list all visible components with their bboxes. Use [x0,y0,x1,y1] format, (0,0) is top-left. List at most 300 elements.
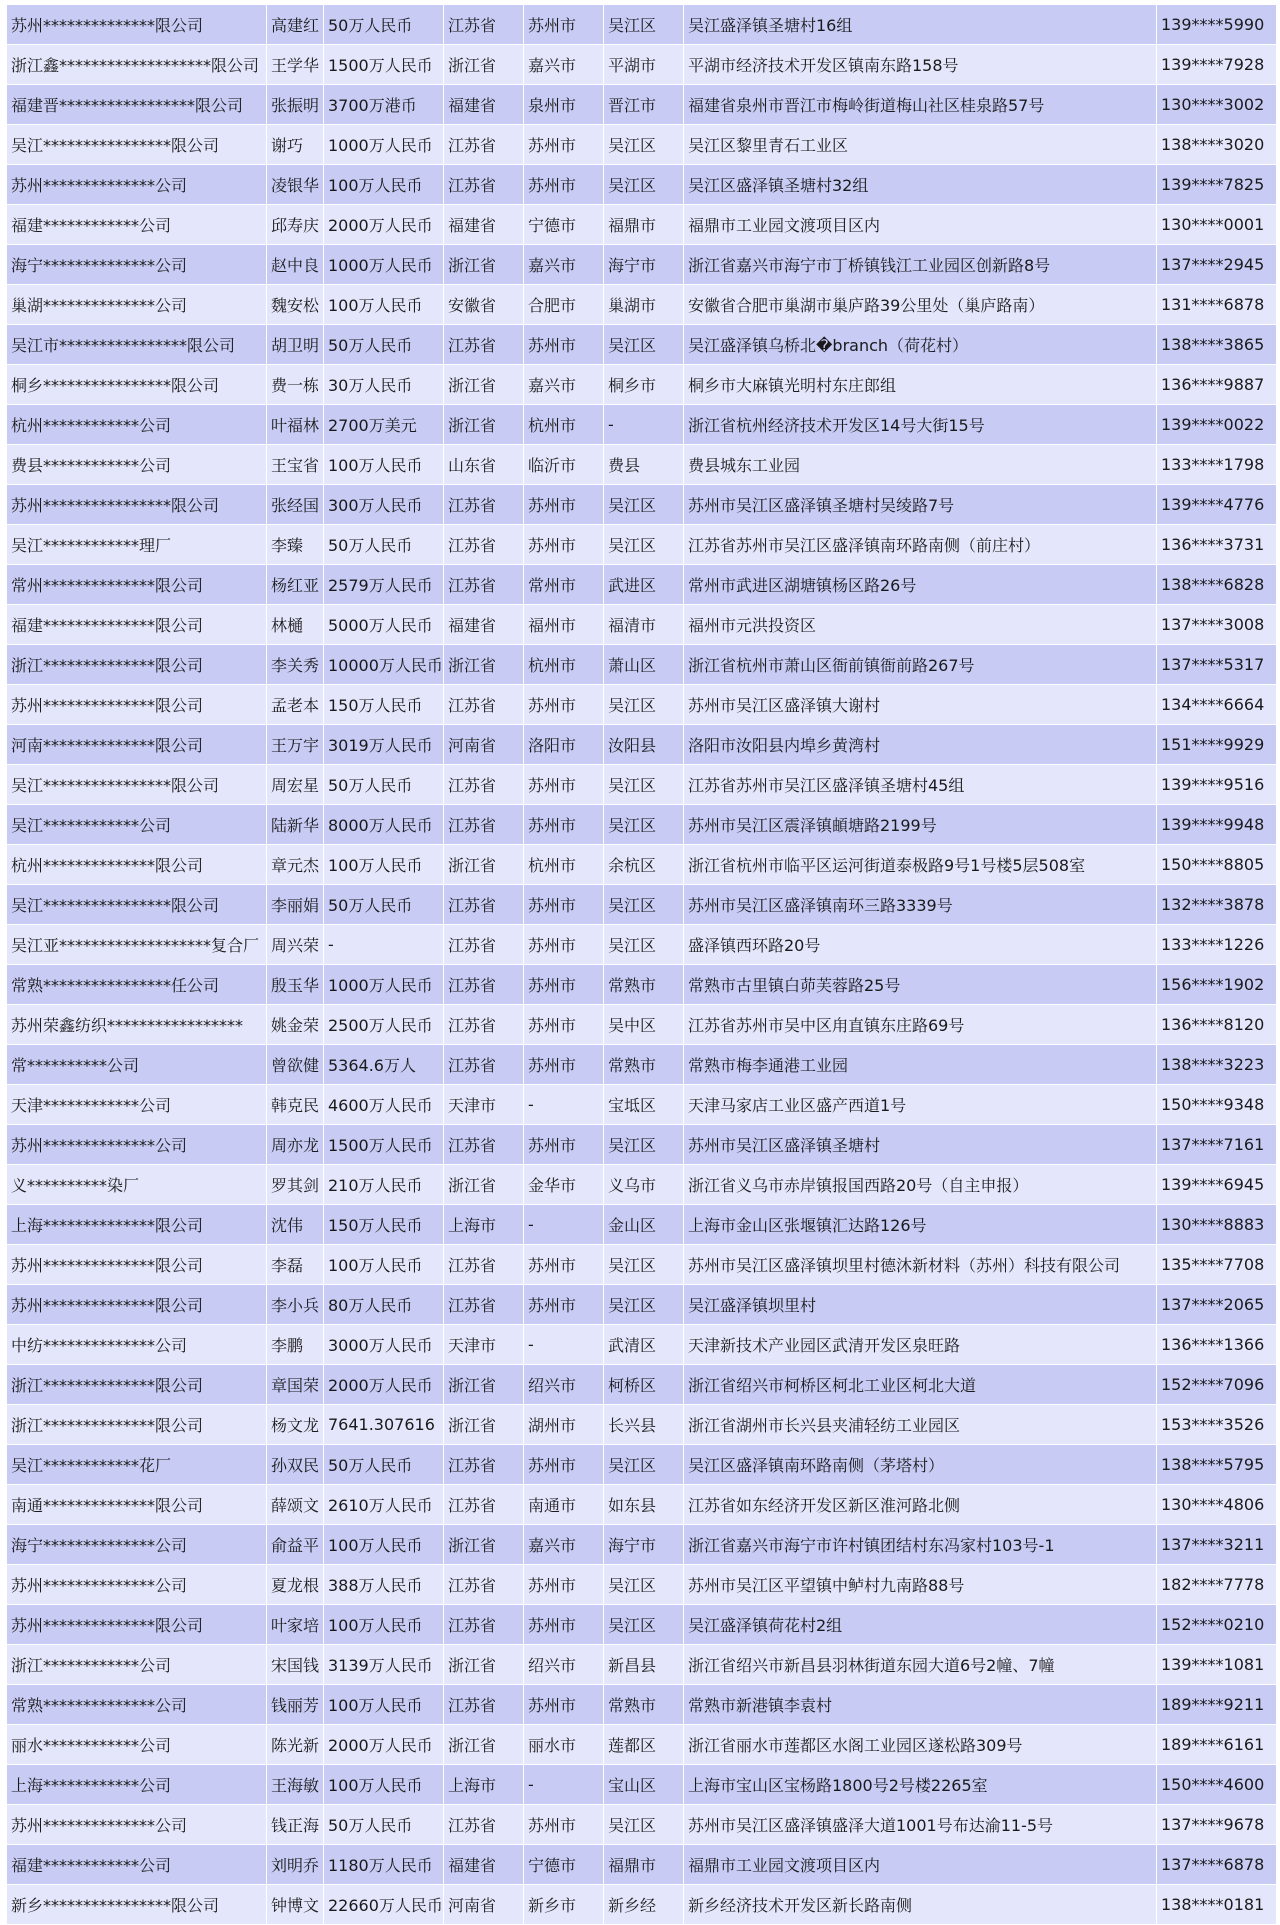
company-name-cell: 吴江****************限公司 [7,125,267,165]
district-cell: 吴江区 [604,1605,684,1645]
registered-capital-cell: - [324,925,444,965]
phone-cell: 130****8883 [1157,1205,1277,1245]
province-cell: 江苏省 [444,485,524,525]
registered-capital-cell: 3700万港币 [324,85,444,125]
address-cell: 浙江省嘉兴市海宁市丁桥镇钱江工业园区创新路8号 [684,245,1157,285]
province-cell: 山东省 [444,445,524,485]
registered-capital-cell: 100万人民币 [324,1245,444,1285]
table-row [7,405,1277,445]
table-row [7,885,1277,925]
district-cell: 余杭区 [604,845,684,885]
company-name-cell: 天津************公司 [7,1085,267,1125]
table-row [7,1485,1277,1525]
address-cell: 苏州市吴江区盛泽镇圣塘村 [684,1125,1157,1165]
city-cell: 杭州市 [524,645,604,685]
company-name-cell: 苏州**************公司 [7,1805,267,1845]
registered-capital-cell: 50万人民币 [324,5,444,45]
registered-capital-cell: 50万人民币 [324,525,444,565]
contact-name-cell: 叶福林 [267,405,324,445]
province-cell: 江苏省 [444,165,524,205]
company-name-cell: 浙江************公司 [7,1645,267,1685]
phone-cell: 151****9929 [1157,725,1277,765]
company-name-cell: 苏州**************限公司 [7,685,267,725]
phone-cell: 137****9678 [1157,1805,1277,1845]
registered-capital-cell: 10000万人民币 [324,645,444,685]
city-cell: 宁德市 [524,1845,604,1885]
district-cell: 吴江区 [604,1445,684,1485]
city-cell: 湖州市 [524,1405,604,1445]
table-row [7,525,1277,565]
contact-name-cell: 王万宇 [267,725,324,765]
address-cell: 常熟市古里镇白茆芙蓉路25号 [684,965,1157,1005]
province-cell: 江苏省 [444,965,524,1005]
company-name-cell: 吴江市****************限公司 [7,325,267,365]
address-cell: 浙江省绍兴市新昌县羽林街道东园大道6号2幢、7幢 [684,1645,1157,1685]
phone-cell: 132****3878 [1157,885,1277,925]
province-cell: 江苏省 [444,5,524,45]
contact-name-cell: 王学华 [267,45,324,85]
registered-capital-cell: 30万人民币 [324,365,444,405]
address-cell: 江苏省苏州市吴江区盛泽镇南环路南侧（前庄村） [684,525,1157,565]
city-cell: 苏州市 [524,965,604,1005]
contact-name-cell: 曾欲健 [267,1045,324,1085]
address-cell: 苏州市吴江区平望镇中鲈村九南路88号 [684,1565,1157,1605]
address-cell: 吴江区盛泽镇圣塘村32组 [684,165,1157,205]
company-name-cell: 苏州**************公司 [7,1565,267,1605]
phone-cell: 133****1798 [1157,445,1277,485]
city-cell: 宁德市 [524,205,604,245]
table-row [7,1565,1277,1605]
contact-name-cell: 钱丽芳 [267,1685,324,1725]
phone-cell: 189****6161 [1157,1725,1277,1765]
registered-capital-cell: 50万人民币 [324,885,444,925]
district-cell: 海宁市 [604,245,684,285]
phone-cell: 150****4600 [1157,1765,1277,1805]
registered-capital-cell: 3000万人民币 [324,1325,444,1365]
phone-cell: 139****6945 [1157,1165,1277,1205]
province-cell: 江苏省 [444,1045,524,1085]
table-row [7,45,1277,85]
company-name-cell: 上海**************限公司 [7,1205,267,1245]
contact-name-cell: 张经国 [267,485,324,525]
table-row [7,1285,1277,1325]
contact-name-cell: 陈光新 [267,1725,324,1765]
contact-name-cell: 胡卫明 [267,325,324,365]
province-cell: 浙江省 [444,365,524,405]
table-row [7,1205,1277,1245]
phone-cell: 139****9948 [1157,805,1277,845]
registered-capital-cell: 50万人民币 [324,1445,444,1485]
city-cell: 苏州市 [524,1005,604,1045]
district-cell: 晋江市 [604,85,684,125]
province-cell: 江苏省 [444,565,524,605]
city-cell: 洛阳市 [524,725,604,765]
company-name-cell: 杭州**************限公司 [7,845,267,885]
district-cell: 武清区 [604,1325,684,1365]
city-cell: 苏州市 [524,685,604,725]
city-cell: 苏州市 [524,525,604,565]
table-row [7,1245,1277,1285]
province-cell: 江苏省 [444,1125,524,1165]
contact-name-cell: 周亦龙 [267,1125,324,1165]
contact-name-cell: 陆新华 [267,805,324,845]
company-name-cell: 福建**************限公司 [7,605,267,645]
registered-capital-cell: 210万人民币 [324,1165,444,1205]
registered-capital-cell: 2500万人民币 [324,1005,444,1045]
table-row [7,1325,1277,1365]
registered-capital-cell: 100万人民币 [324,285,444,325]
city-cell: 苏州市 [524,1565,604,1605]
company-name-cell: 丽水************公司 [7,1725,267,1765]
contact-name-cell: 沈伟 [267,1205,324,1245]
table-body [7,5,1277,1925]
company-name-cell: 新乡****************限公司 [7,1885,267,1925]
table-row [7,685,1277,725]
province-cell: 福建省 [444,1845,524,1885]
city-cell: 泉州市 [524,85,604,125]
contact-name-cell: 李鹏 [267,1325,324,1365]
city-cell: 常州市 [524,565,604,605]
address-cell: 江苏省苏州市吴中区甪直镇东庄路69号 [684,1005,1157,1045]
company-name-cell: 苏州荣鑫纺织***************** [7,1005,267,1045]
city-cell: 苏州市 [524,1445,604,1485]
phone-cell: 136****3731 [1157,525,1277,565]
table-row [7,1045,1277,1085]
registered-capital-cell: 1500万人民币 [324,45,444,85]
phone-cell: 153****3526 [1157,1405,1277,1445]
city-cell: - [524,1085,604,1125]
phone-cell: 137****2065 [1157,1285,1277,1325]
registered-capital-cell: 4600万人民币 [324,1085,444,1125]
table-row [7,645,1277,685]
district-cell: 常熟市 [604,1685,684,1725]
company-name-cell: 巢湖**************公司 [7,285,267,325]
registered-capital-cell: 100万人民币 [324,1765,444,1805]
province-cell: 浙江省 [444,1725,524,1765]
contact-name-cell: 宋国钱 [267,1645,324,1685]
contact-name-cell: 李丽娟 [267,885,324,925]
phone-cell: 156****1902 [1157,965,1277,1005]
company-name-cell: 苏州**************公司 [7,165,267,205]
table-row [7,285,1277,325]
phone-cell: 130****4806 [1157,1485,1277,1525]
city-cell: 苏州市 [524,1045,604,1085]
province-cell: 江苏省 [444,1685,524,1725]
district-cell: - [604,405,684,445]
company-name-cell: 苏州**************限公司 [7,1245,267,1285]
city-cell: 新乡市 [524,1885,604,1925]
contact-name-cell: 凌银华 [267,165,324,205]
company-name-cell: 浙江**************限公司 [7,1405,267,1445]
province-cell: 天津市 [444,1085,524,1125]
phone-cell: 136****8120 [1157,1005,1277,1045]
contact-name-cell: 魏安松 [267,285,324,325]
contact-name-cell: 韩克民 [267,1085,324,1125]
district-cell: 金山区 [604,1205,684,1245]
district-cell: 吴江区 [604,765,684,805]
registered-capital-cell: 1000万人民币 [324,125,444,165]
address-cell: 浙江省杭州市萧山区衙前镇衙前路267号 [684,645,1157,685]
city-cell: 苏州市 [524,805,604,845]
district-cell: 吴江区 [604,325,684,365]
district-cell: 吴江区 [604,125,684,165]
city-cell: 嘉兴市 [524,1525,604,1565]
phone-cell: 139****0022 [1157,405,1277,445]
address-cell: 苏州市吴江区盛泽镇大谢村 [684,685,1157,725]
province-cell: 浙江省 [444,405,524,445]
phone-cell: 136****1366 [1157,1325,1277,1365]
contact-name-cell: 章国荣 [267,1365,324,1405]
contact-name-cell: 李关秀 [267,645,324,685]
table-row [7,805,1277,845]
table-row [7,565,1277,605]
city-cell: 苏州市 [524,1125,604,1165]
phone-cell: 138****0181 [1157,1885,1277,1925]
district-cell: 福清市 [604,605,684,645]
table-row [7,365,1277,405]
province-cell: 江苏省 [444,805,524,845]
phone-cell: 137****3008 [1157,605,1277,645]
table-row [7,1525,1277,1565]
registered-capital-cell: 150万人民币 [324,1205,444,1245]
district-cell: 吴江区 [604,1285,684,1325]
phone-cell: 139****4776 [1157,485,1277,525]
city-cell: 苏州市 [524,165,604,205]
table-row [7,765,1277,805]
registered-capital-cell: 2000万人民币 [324,1725,444,1765]
company-name-cell: 吴江************理厂 [7,525,267,565]
registered-capital-cell: 1000万人民币 [324,965,444,1005]
city-cell: 临沂市 [524,445,604,485]
company-name-cell: 浙江鑫*******************限公司 [7,45,267,85]
address-cell: 上海市金山区张堰镇汇达路126号 [684,1205,1157,1245]
company-name-cell: 海宁**************公司 [7,1525,267,1565]
contact-name-cell: 费一栋 [267,365,324,405]
phone-cell: 139****7825 [1157,165,1277,205]
district-cell: 新乡经 [604,1885,684,1925]
city-cell: 绍兴市 [524,1645,604,1685]
company-directory-sheet [6,4,1276,1925]
province-cell: 浙江省 [444,1645,524,1685]
city-cell: 苏州市 [524,1685,604,1725]
address-cell: 苏州市吴江区震泽镇頔塘路2199号 [684,805,1157,845]
address-cell: 盛泽镇西环路20号 [684,925,1157,965]
registered-capital-cell: 100万人民币 [324,1685,444,1725]
district-cell: 福鼎市 [604,1845,684,1885]
contact-name-cell: 叶家培 [267,1605,324,1645]
province-cell: 江苏省 [444,125,524,165]
contact-name-cell: 谢巧 [267,125,324,165]
company-name-cell: 福建************公司 [7,1845,267,1885]
contact-name-cell: 钟博文 [267,1885,324,1925]
province-cell: 河南省 [444,1885,524,1925]
address-cell: 江苏省如东经济开发区新区淮河路北侧 [684,1485,1157,1525]
address-cell: 浙江省杭州经济技术开发区14号大街15号 [684,405,1157,445]
address-cell: 江苏省苏州市吴江区盛泽镇圣塘村45组 [684,765,1157,805]
table-row [7,845,1277,885]
province-cell: 浙江省 [444,1165,524,1205]
district-cell: 巢湖市 [604,285,684,325]
contact-name-cell: 李臻 [267,525,324,565]
table-row [7,605,1277,645]
province-cell: 天津市 [444,1325,524,1365]
phone-cell: 134****6664 [1157,685,1277,725]
district-cell: 吴江区 [604,485,684,525]
district-cell: 费县 [604,445,684,485]
province-cell: 江苏省 [444,885,524,925]
province-cell: 河南省 [444,725,524,765]
province-cell: 浙江省 [444,645,524,685]
province-cell: 江苏省 [444,765,524,805]
table-row [7,325,1277,365]
registered-capital-cell: 1180万人民币 [324,1845,444,1885]
company-name-cell: 吴江****************限公司 [7,885,267,925]
table-row [7,1685,1277,1725]
phone-cell: 139****1081 [1157,1645,1277,1685]
city-cell: 丽水市 [524,1725,604,1765]
registered-capital-cell: 80万人民币 [324,1285,444,1325]
contact-name-cell: 孙双民 [267,1445,324,1485]
district-cell: 平湖市 [604,45,684,85]
table-row [7,1085,1277,1125]
registered-capital-cell: 50万人民币 [324,765,444,805]
registered-capital-cell: 100万人民币 [324,165,444,205]
address-cell: 常熟市新港镇李袁村 [684,1685,1157,1725]
province-cell: 浙江省 [444,1365,524,1405]
company-name-cell: 吴江************花厂 [7,1445,267,1485]
province-cell: 浙江省 [444,845,524,885]
table-row [7,245,1277,285]
company-name-cell: 苏州**************限公司 [7,1285,267,1325]
district-cell: 吴江区 [604,685,684,725]
registered-capital-cell: 1500万人民币 [324,1125,444,1165]
company-name-cell: 苏州****************限公司 [7,485,267,525]
province-cell: 福建省 [444,605,524,645]
table-row [7,1885,1277,1925]
city-cell: 绍兴市 [524,1365,604,1405]
company-name-cell: 福建************公司 [7,205,267,245]
province-cell: 安徽省 [444,285,524,325]
address-cell: 苏州市吴江区盛泽镇圣塘村吴绫路7号 [684,485,1157,525]
company-name-cell: 常州**************限公司 [7,565,267,605]
district-cell: 常熟市 [604,965,684,1005]
company-name-cell: 吴江************公司 [7,805,267,845]
registered-capital-cell: 100万人民币 [324,1605,444,1645]
phone-cell: 133****1226 [1157,925,1277,965]
company-name-cell: 费县************公司 [7,445,267,485]
address-cell: 苏州市吴江区盛泽镇坝里村德沐新材料（苏州）科技有限公司 [684,1245,1157,1285]
company-name-cell: 浙江**************限公司 [7,1365,267,1405]
company-name-cell: 苏州**************限公司 [7,1605,267,1645]
contact-name-cell: 周宏星 [267,765,324,805]
district-cell: 桐乡市 [604,365,684,405]
company-name-cell: 中纺**************公司 [7,1325,267,1365]
table-row [7,1125,1277,1165]
address-cell: 浙江省嘉兴市海宁市许村镇团结村东冯家村103号-1 [684,1525,1157,1565]
registered-capital-cell: 3019万人民币 [324,725,444,765]
table-row [7,1445,1277,1485]
province-cell: 浙江省 [444,245,524,285]
contact-name-cell: 章元杰 [267,845,324,885]
district-cell: 义乌市 [604,1165,684,1205]
city-cell: 苏州市 [524,1245,604,1285]
phone-cell: 131****6878 [1157,285,1277,325]
table-row [7,1805,1277,1845]
district-cell: 如东县 [604,1485,684,1525]
city-cell: 杭州市 [524,405,604,445]
district-cell: 吴江区 [604,5,684,45]
address-cell: 桐乡市大麻镇光明村东庄郎组 [684,365,1157,405]
table-row [7,445,1277,485]
contact-name-cell: 张振明 [267,85,324,125]
company-name-cell: 吴江****************限公司 [7,765,267,805]
province-cell: 江苏省 [444,1485,524,1525]
table-row [7,1725,1277,1765]
company-name-cell: 上海************公司 [7,1765,267,1805]
district-cell: 吴江区 [604,165,684,205]
phone-cell: 139****5990 [1157,5,1277,45]
registered-capital-cell: 50万人民币 [324,1805,444,1845]
address-cell: 费县城东工业园 [684,445,1157,485]
table-row [7,165,1277,205]
address-cell: 常熟市梅李通港工业园 [684,1045,1157,1085]
company-name-cell: 河南**************限公司 [7,725,267,765]
company-name-cell: 苏州**************限公司 [7,5,267,45]
district-cell: 莲都区 [604,1725,684,1765]
company-name-cell: 桐乡****************限公司 [7,365,267,405]
address-cell: 福州市元洪投资区 [684,605,1157,645]
city-cell: 嘉兴市 [524,365,604,405]
province-cell: 上海市 [444,1765,524,1805]
district-cell: 武进区 [604,565,684,605]
table-row [7,485,1277,525]
district-cell: 吴江区 [604,805,684,845]
address-cell: 浙江省湖州市长兴县夹浦轻纺工业园区 [684,1405,1157,1445]
phone-cell: 135****7708 [1157,1245,1277,1285]
registered-capital-cell: 2000万人民币 [324,1365,444,1405]
contact-name-cell: 夏龙根 [267,1565,324,1605]
province-cell: 浙江省 [444,1525,524,1565]
city-cell: - [524,1765,604,1805]
table-row [7,1405,1277,1445]
district-cell: 常熟市 [604,1045,684,1085]
province-cell: 江苏省 [444,325,524,365]
table-row [7,1005,1277,1045]
address-cell: 吴江盛泽镇圣塘村16组 [684,5,1157,45]
city-cell: 合肥市 [524,285,604,325]
table-row [7,725,1277,765]
phone-cell: 139****9516 [1157,765,1277,805]
contact-name-cell: 李磊 [267,1245,324,1285]
address-cell: 吴江盛泽镇乌桥北�branch（荷花村） [684,325,1157,365]
province-cell: 江苏省 [444,525,524,565]
table-row [7,205,1277,245]
phone-cell: 150****9348 [1157,1085,1277,1125]
address-cell: 吴江区黎里青石工业区 [684,125,1157,165]
address-cell: 福鼎市工业园文渡项目区内 [684,205,1157,245]
phone-cell: 189****9211 [1157,1685,1277,1725]
city-cell: 苏州市 [524,125,604,165]
company-table [6,4,1277,1925]
registered-capital-cell: 100万人民币 [324,1525,444,1565]
table-row [7,965,1277,1005]
registered-capital-cell: 100万人民币 [324,445,444,485]
company-name-cell: 浙江**************限公司 [7,645,267,685]
phone-cell: 138****5795 [1157,1445,1277,1485]
registered-capital-cell: 100万人民币 [324,845,444,885]
phone-cell: 137****2945 [1157,245,1277,285]
district-cell: 吴江区 [604,1805,684,1845]
